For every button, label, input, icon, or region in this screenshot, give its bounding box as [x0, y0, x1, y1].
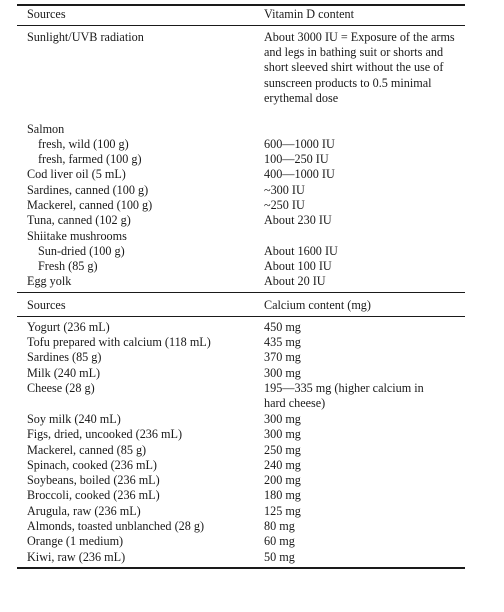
- calcium-value: 200 mg: [264, 473, 301, 487]
- calcium-source: Milk (240 mL): [27, 366, 101, 380]
- vitd-source: fresh, wild (100 g): [38, 137, 129, 151]
- calcium-source: Spinach, cooked (236 mL): [27, 458, 157, 472]
- calcium-value: 240 mg: [264, 458, 301, 472]
- vitd-source: Sunlight/UVB radiation: [27, 30, 144, 44]
- vitd-value: 600—1000 IU: [264, 137, 335, 151]
- table-top-rule: [17, 4, 465, 6]
- vitd-source: Fresh (85 g): [38, 259, 98, 273]
- vitd-value: About 20 IU: [264, 274, 326, 288]
- vitd-value: About 3000 IU = Exposure of the arms and legs in bathing suit or shorts and short sleeved shirt without the use of sunscreen products to 0.5 minimal erythemal dose: [264, 30, 455, 105]
- calcium-source: Figs, dried, uncooked (236 mL): [27, 427, 183, 441]
- calcium-top-rule: [17, 292, 465, 293]
- calcium-source: Tofu prepared with calcium (118 mL): [27, 335, 211, 349]
- vitd-header-rule: [17, 25, 465, 26]
- calcium-value: 250 mg: [264, 443, 301, 457]
- calcium-col2-header: Calcium content (mg): [264, 298, 371, 312]
- calcium-source: Cheese (28 g): [27, 381, 95, 395]
- calcium-value: 80 mg: [264, 519, 295, 533]
- calcium-source: Sardines (85 g): [27, 350, 102, 364]
- calcium-source: Mackerel, canned (85 g): [27, 443, 147, 457]
- calcium-value: 195—335 mg (higher calcium in hard cheese): [264, 381, 424, 411]
- calcium-value: 300 mg: [264, 412, 301, 426]
- vitd-source: Sun-dried (100 g): [38, 244, 125, 258]
- calcium-source: Soybeans, boiled (236 mL): [27, 473, 160, 487]
- calcium-source: Orange (1 medium): [27, 534, 124, 548]
- calcium-value: 300 mg: [264, 427, 301, 441]
- calcium-source: Almonds, toasted unblanched (28 g): [27, 519, 205, 533]
- calcium-value: 180 mg: [264, 488, 301, 502]
- vitd-value: About 1600 IU: [264, 244, 338, 258]
- vitd-value: About 230 IU: [264, 213, 332, 227]
- calcium-source: Broccoli, cooked (236 mL): [27, 488, 160, 502]
- vitd-source: Sardines, canned (100 g): [27, 183, 149, 197]
- vitd-value: About 100 IU: [264, 259, 332, 273]
- table-bottom-rule: [17, 567, 465, 569]
- calcium-source: Kiwi, raw (236 mL): [27, 550, 126, 564]
- calcium-source: Arugula, raw (236 mL): [27, 504, 141, 518]
- vitd-source: Mackerel, canned (100 g): [27, 198, 153, 212]
- calcium-source: Yogurt (236 mL): [27, 320, 110, 334]
- vitd-value: ~250 IU: [264, 198, 305, 212]
- vitd-value: ~300 IU: [264, 183, 305, 197]
- calcium-value: 60 mg: [264, 534, 295, 548]
- vitd-source: Tuna, canned (102 g): [27, 213, 131, 227]
- vitd-source: Shiitake mushrooms: [27, 229, 127, 243]
- calcium-value: 370 mg: [264, 350, 301, 364]
- vitd-col1-header: Sources: [27, 7, 66, 21]
- vitd-value: 100—250 IU: [264, 152, 329, 166]
- vitd-source: Cod liver oil (5 mL): [27, 167, 126, 181]
- vitd-source: Salmon: [27, 122, 65, 136]
- calcium-value: 50 mg: [264, 550, 295, 564]
- vitd-col2-header: Vitamin D content: [264, 7, 354, 21]
- vitd-source: fresh, farmed (100 g): [38, 152, 142, 166]
- calcium-value: 435 mg: [264, 335, 301, 349]
- calcium-col1-header: Sources: [27, 298, 66, 312]
- calcium-value: 300 mg: [264, 366, 301, 380]
- vitd-source: Egg yolk: [27, 274, 72, 288]
- vitd-value: 400—1000 IU: [264, 167, 335, 181]
- calcium-value: 125 mg: [264, 504, 301, 518]
- calcium-source: Soy milk (240 mL): [27, 412, 121, 426]
- calcium-header-rule: [17, 316, 465, 317]
- calcium-value: 450 mg: [264, 320, 301, 334]
